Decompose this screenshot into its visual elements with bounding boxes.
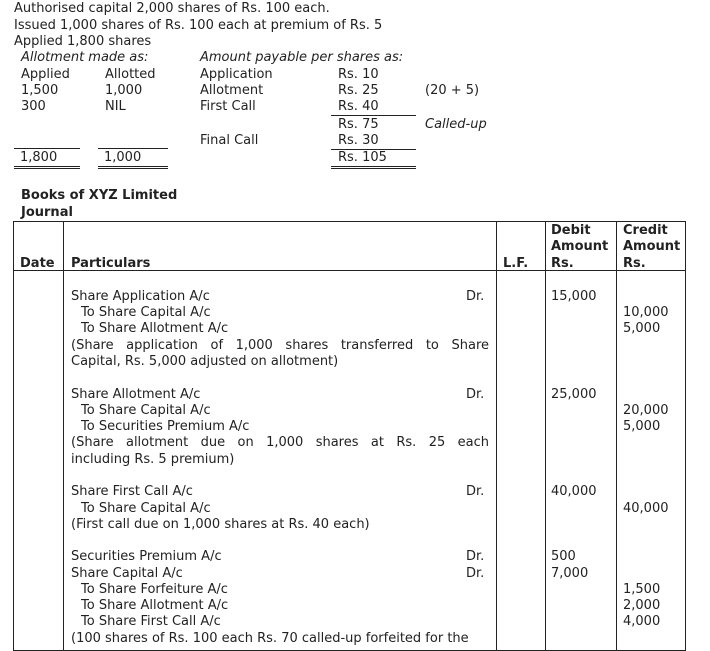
header-particulars: Particulars xyxy=(71,256,151,271)
entry-account: Share Allotment A/c xyxy=(71,387,201,402)
column-divider xyxy=(496,222,497,650)
journal-table xyxy=(13,221,686,651)
payable-amount: Rs. 25 xyxy=(338,83,379,98)
entry-account: To Share Allotment A/c xyxy=(81,321,229,336)
credit-amount: 20,000 xyxy=(623,403,669,418)
dr-marker: Dr. xyxy=(466,566,485,581)
entry-account: To Share Allotment A/c xyxy=(81,598,229,613)
dr-marker: Dr. xyxy=(466,484,485,499)
narration: including Rs. 5 premium) xyxy=(71,452,235,467)
payable-amount: Rs. 40 xyxy=(338,99,379,114)
header-credit: Amount xyxy=(623,239,681,254)
applied-value: 1,500 xyxy=(21,83,59,98)
dr-marker: Dr. xyxy=(466,289,485,304)
payable-heading: Amount payable per shares as: xyxy=(200,50,404,65)
header-date: Date xyxy=(20,256,55,271)
entry-account: To Share Forfeiture A/c xyxy=(81,582,228,597)
debit-amount: 40,000 xyxy=(551,484,597,499)
allotted-value: NIL xyxy=(105,99,126,114)
credit-amount: 5,000 xyxy=(623,321,661,336)
header-credit: Credit xyxy=(623,223,668,238)
intro-line-3: Applied 1,800 shares xyxy=(14,34,152,49)
books-title: Books of XYZ Limited xyxy=(21,188,178,203)
total-rule-top xyxy=(14,148,80,149)
credit-amount: 2,000 xyxy=(623,598,661,613)
payable-amount: Rs. 30 xyxy=(338,133,379,148)
allotment-heading: Allotment made as: xyxy=(21,50,149,65)
total-rule-top xyxy=(98,148,168,149)
payable-note: Called-up xyxy=(425,117,487,132)
payable-amount: Rs. 75 xyxy=(338,117,379,132)
dr-marker: Dr. xyxy=(466,387,485,402)
entry-account: To Securities Premium A/c xyxy=(81,419,250,434)
entry-account: Share First Call A/c xyxy=(71,484,193,499)
header-debit: Amount xyxy=(551,239,609,254)
payable-label: First Call xyxy=(200,99,256,114)
column-divider xyxy=(63,222,64,650)
entry-account: Share Capital A/c xyxy=(71,566,183,581)
debit-amount: 500 xyxy=(551,549,576,564)
credit-amount: 4,000 xyxy=(623,614,661,629)
applied-header: Applied xyxy=(21,67,70,82)
column-divider xyxy=(545,222,546,650)
header-debit: Rs. xyxy=(551,256,574,271)
dr-marker: Dr. xyxy=(466,549,485,564)
payable-label: Allotment xyxy=(200,83,264,98)
total-allotted: 1,000 xyxy=(98,150,168,169)
column-divider xyxy=(616,222,617,650)
payable-amount: Rs. 10 xyxy=(338,67,379,82)
entry-account: Share Application A/c xyxy=(71,289,210,304)
entry-account: Securities Premium A/c xyxy=(71,549,222,564)
narration: Capital, Rs. 5,000 adjusted on allotment) xyxy=(71,354,339,369)
allotted-header: Allotted xyxy=(105,67,156,82)
intro-line-2: Issued 1,000 shares of Rs. 100 each at premium of Rs. 5 xyxy=(14,18,383,33)
payable-note: (20 + 5) xyxy=(425,83,480,98)
credit-amount: 40,000 xyxy=(623,501,669,516)
intro-line-1: Authorised capital 2,000 shares of Rs. 100 each. xyxy=(14,1,330,16)
debit-amount: 15,000 xyxy=(551,289,597,304)
header-lf: L.F. xyxy=(503,256,529,271)
subtotal-rule xyxy=(331,115,416,116)
allotted-value: 1,000 xyxy=(105,83,143,98)
debit-amount: 25,000 xyxy=(551,387,597,402)
payable-total: Rs. 105 xyxy=(331,150,416,169)
payable-label: Final Call xyxy=(200,133,259,148)
debit-amount: 7,000 xyxy=(551,566,589,581)
payable-label: Application xyxy=(200,67,273,82)
total-applied: 1,800 xyxy=(14,150,80,169)
narration: (Share application of 1,000 shares transferred to Share xyxy=(71,338,489,353)
entry-account: To Share Capital A/c xyxy=(81,305,211,320)
credit-amount: 1,500 xyxy=(623,582,661,597)
entry-account: To Share Capital A/c xyxy=(81,501,211,516)
applied-value: 300 xyxy=(21,99,46,114)
credit-amount: 10,000 xyxy=(623,305,669,320)
journal-title: Journal xyxy=(21,205,73,220)
narration: (100 shares of Rs. 100 each Rs. 70 called-up forfeited for the xyxy=(71,631,469,646)
header-credit: Rs. xyxy=(623,256,646,271)
narration: (First call due on 1,000 shares at Rs. 40 each) xyxy=(71,517,370,532)
header-debit: Debit xyxy=(551,223,591,238)
entry-account: To Share Capital A/c xyxy=(81,403,211,418)
credit-amount: 5,000 xyxy=(623,419,661,434)
entry-account: To Share First Call A/c xyxy=(81,614,221,629)
narration: (Share allotment due on 1,000 shares at Rs. 25 each xyxy=(71,435,489,450)
